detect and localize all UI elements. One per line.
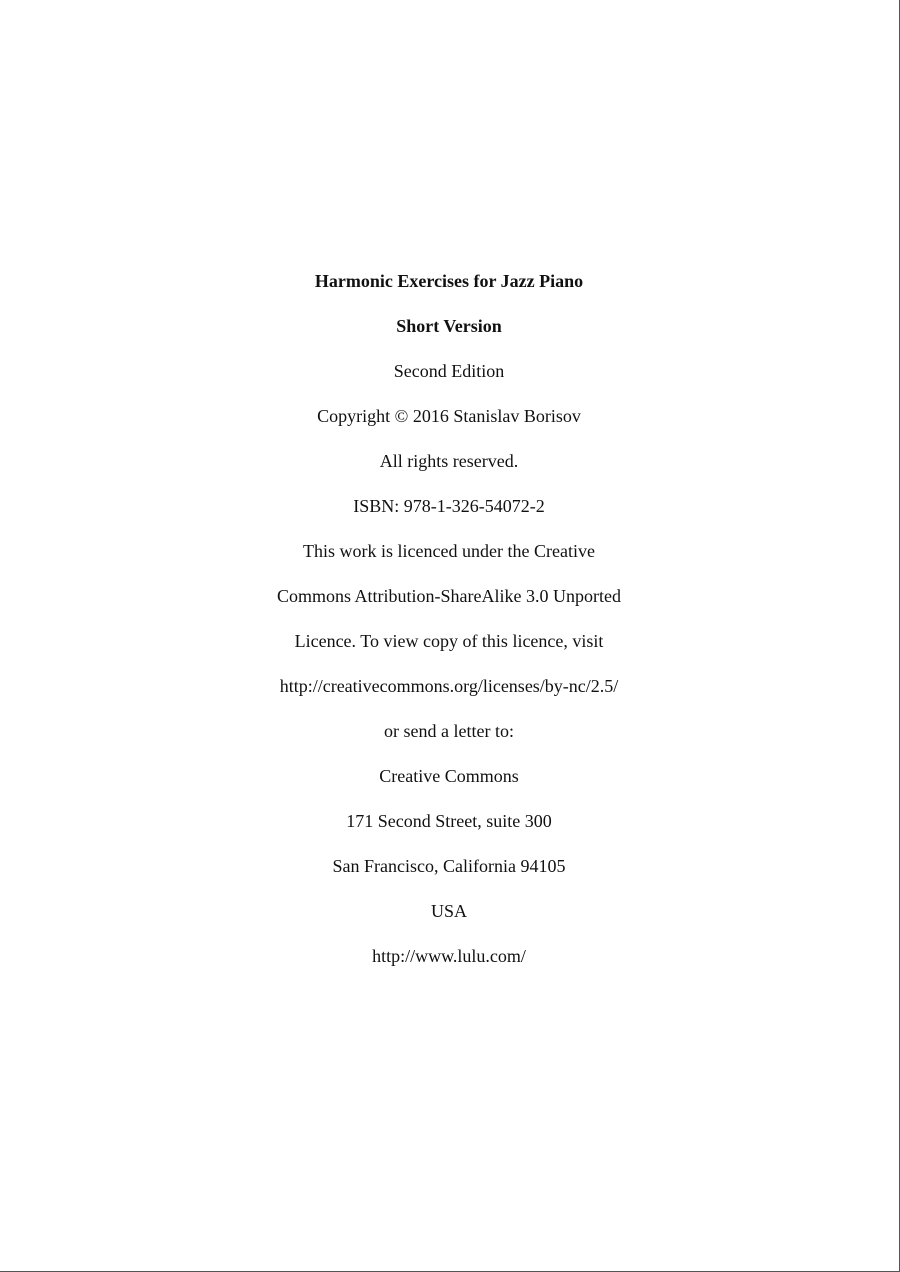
licence-line: or send a letter to: <box>384 721 514 741</box>
book-title: Harmonic Exercises for Jazz Piano <box>314 271 584 291</box>
isbn-line: ISBN: 978-1-326-54072-2 <box>353 496 545 516</box>
address-line: Creative Commons <box>379 766 519 786</box>
licence-line: Commons Attribution-ShareAlike 3.0 Unported <box>277 586 621 606</box>
licence-line: Licence. To view copy of this licence, visit <box>294 631 604 651</box>
rights-line: All rights reserved. <box>379 451 519 471</box>
book-subtitle: Short Version <box>396 316 502 336</box>
address-line: USA <box>430 901 467 921</box>
licence-line: This work is licenced under the Creative <box>303 541 595 561</box>
edition-line: Second Edition <box>393 361 505 381</box>
address-line: 171 Second Street, suite 300 <box>346 811 552 831</box>
publisher-url: http://www.lulu.com/ <box>372 946 526 966</box>
address-line: San Francisco, California 94105 <box>332 856 566 876</box>
licence-url: http://creativecommons.org/licenses/by-nc/2.5/ <box>279 676 619 696</box>
copyright-line: Copyright © 2016 Stanislav Borisov <box>317 406 581 426</box>
copyright-block <box>0 263 898 983</box>
